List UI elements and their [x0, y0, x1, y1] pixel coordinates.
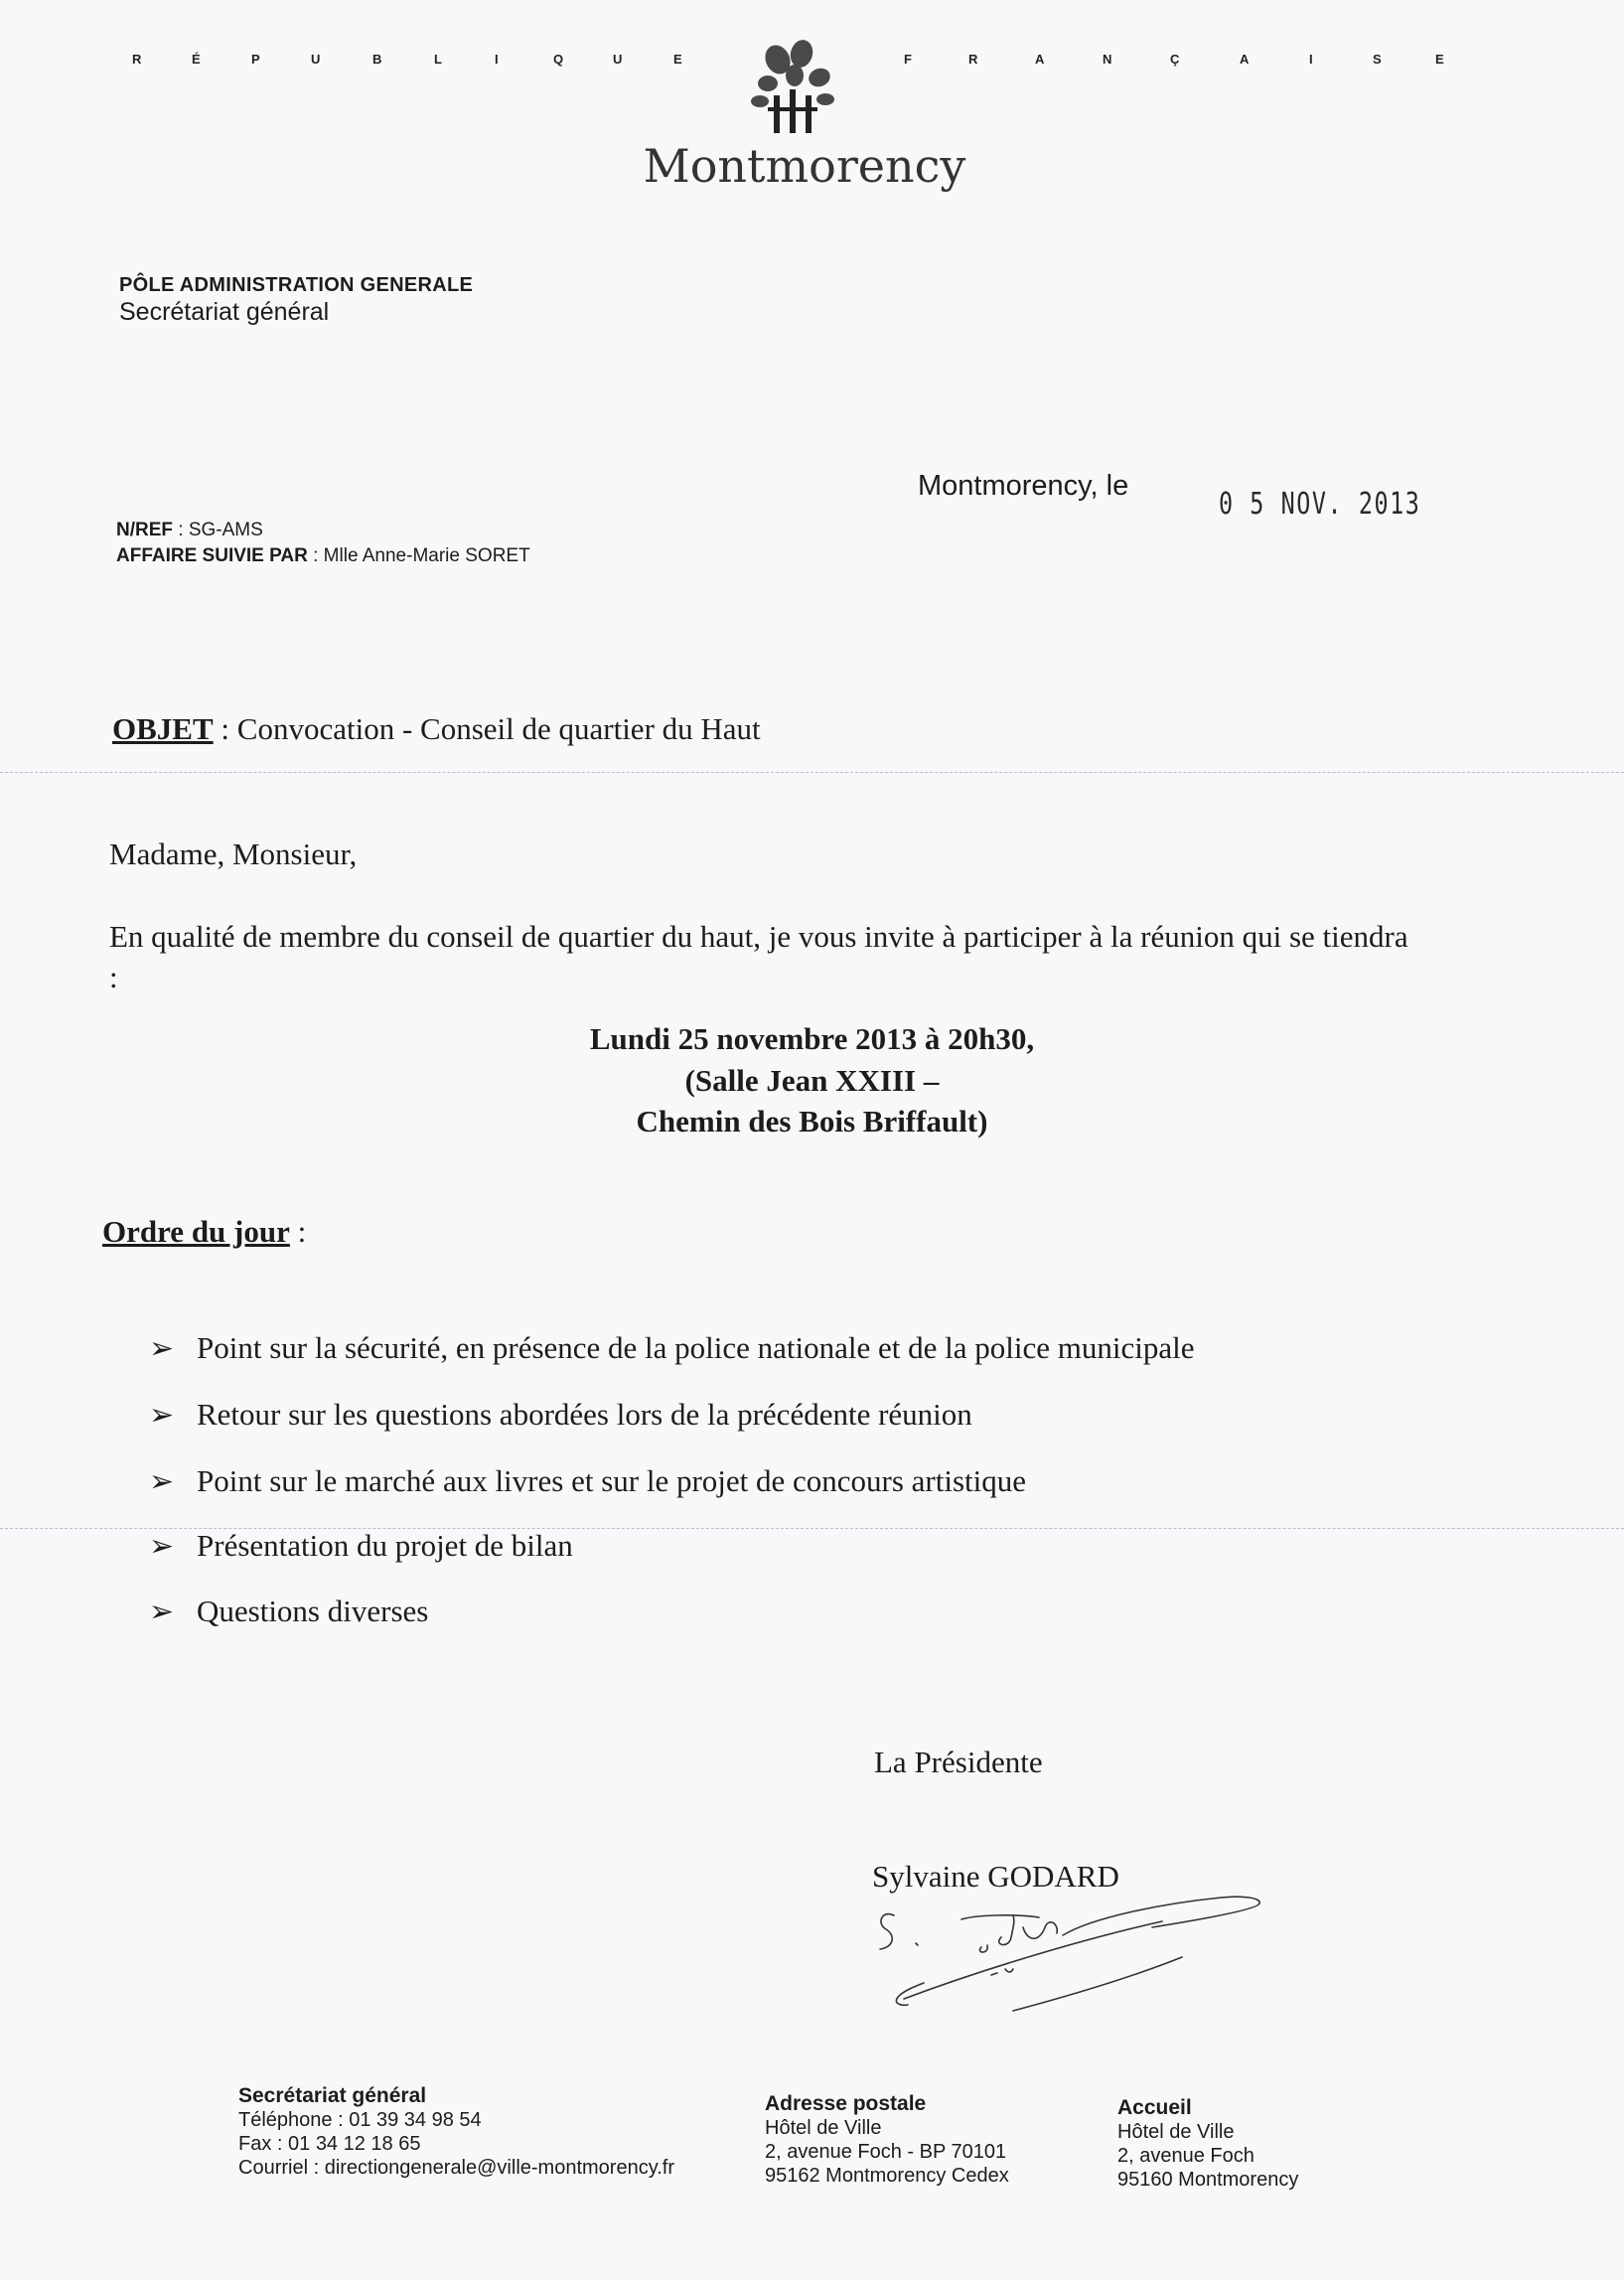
footer-accueil-line: 2, avenue Foch [1117, 2145, 1255, 2167]
handwritten-signature [864, 1858, 1291, 2017]
signature-name: Sylvaine GODARD [872, 1859, 1119, 1894]
header-letter: I [1309, 52, 1313, 67]
header-letter: P [251, 52, 260, 67]
footer-fax: Fax : 01 34 12 18 65 [238, 2133, 421, 2155]
objet-label: OBJET [112, 711, 214, 746]
nref-label: N/REF [116, 520, 173, 540]
objet-text: : Convocation - Conseil de quartier du Haut [213, 711, 761, 746]
footer-adresse-line: 95162 Montmorency Cedex [765, 2165, 1009, 2187]
meeting-room: (Salle Jean XXIII – [684, 1063, 940, 1098]
header-letter: N [1103, 52, 1112, 67]
header-letter: U [311, 52, 321, 67]
agenda-suffix: : [289, 1214, 307, 1249]
footer-accueil-title: Accueil [1117, 2096, 1192, 2119]
header-letter: A [1035, 52, 1045, 67]
header-letter: É [192, 52, 201, 67]
footer-adresse [765, 2092, 1009, 2188]
affaire-line [116, 545, 530, 567]
header-letter: R [968, 52, 978, 67]
footer-adresse-line: 2, avenue Foch - BP 70101 [765, 2141, 1007, 2163]
agenda-label: Ordre du jour [102, 1214, 290, 1249]
dateline-place: Montmorency, le [918, 470, 1129, 502]
footer-phone: Téléphone : 01 39 34 98 54 [238, 2109, 482, 2131]
header-letter: U [613, 52, 623, 67]
agenda-item [149, 1397, 972, 1433]
header-letter: R [132, 52, 142, 67]
footer-accueil-line: Hôtel de Ville [1117, 2121, 1235, 2143]
footer-accueil-line: 95160 Montmorency [1117, 2169, 1299, 2191]
arrow-bullet-icon: ➢ [149, 1399, 175, 1432]
header-letter: F [904, 52, 912, 67]
arrow-bullet-icon: ➢ [149, 1596, 175, 1628]
affaire-label: AFFAIRE SUIVIE PAR [116, 545, 308, 566]
body-paragraph: En qualité de membre du conseil de quartier du haut, je vous invite à participer à la réunion qui se tiendra : [109, 919, 1408, 994]
sender-pole: PÔLE ADMINISTRATION GENERALE [119, 274, 474, 296]
arrow-bullet-icon: ➢ [149, 1332, 175, 1365]
footer-secretariat [238, 2084, 674, 2180]
arrow-bullet-icon: ➢ [149, 1465, 175, 1498]
header-letter: E [1435, 52, 1444, 67]
header-letter: B [372, 52, 382, 67]
agenda-heading [102, 1214, 306, 1250]
footer-adresse-title: Adresse postale [765, 2092, 927, 2115]
signature-role: La Présidente [874, 1745, 1043, 1779]
brand-wordmark: Montmorency [643, 139, 966, 193]
meeting-date: Lundi 25 novembre 2013 à 20h30, [589, 1021, 1035, 1056]
header-letter: I [495, 52, 499, 67]
arrow-bullet-icon: ➢ [149, 1530, 175, 1563]
agenda-item-text: Présentation du projet de bilan [197, 1528, 573, 1563]
footer-secretariat-title: Secrétariat général [238, 2084, 427, 2107]
fold-line-top [0, 772, 1624, 773]
agenda-item-text: Questions diverses [197, 1594, 429, 1628]
agenda-item-text: Retour sur les questions abordées lors de la précédente réunion [197, 1397, 972, 1432]
affaire-value: : Mlle Anne-Marie SORET [307, 545, 530, 566]
agenda-item [149, 1528, 573, 1564]
date-stamp: 0 5 NOV. 2013 [1219, 487, 1421, 522]
tree-logo-icon [740, 38, 849, 137]
sender-service: Secrétariat général [119, 298, 330, 326]
header-letter: S [1373, 52, 1382, 67]
salutation: Madame, Monsieur, [109, 836, 358, 871]
footer-accueil [1117, 2096, 1298, 2192]
agenda-item-text: Point sur le marché aux livres et sur le projet de concours artistique [197, 1463, 1027, 1498]
header-letter: A [1240, 52, 1250, 67]
header-letter: E [673, 52, 682, 67]
agenda-item [149, 1330, 1195, 1366]
header-letter: Q [553, 52, 564, 67]
footer-email: Courriel : directiongenerale@ville-montmorency.fr [238, 2157, 674, 2179]
agenda-item [149, 1463, 1026, 1499]
agenda-item-text: Point sur la sécurité, en présence de la police nationale et de la police municipale [197, 1330, 1195, 1365]
agenda-item [149, 1594, 428, 1629]
header-letter: Ç [1170, 52, 1180, 67]
header-letter: L [434, 52, 442, 67]
footer-adresse-line: Hôtel de Ville [765, 2117, 882, 2139]
meeting-address: Chemin des Bois Briffault) [636, 1104, 988, 1139]
nref-line [116, 520, 263, 541]
objet-line [112, 711, 761, 747]
nref-value: : SG-AMS [173, 520, 263, 540]
